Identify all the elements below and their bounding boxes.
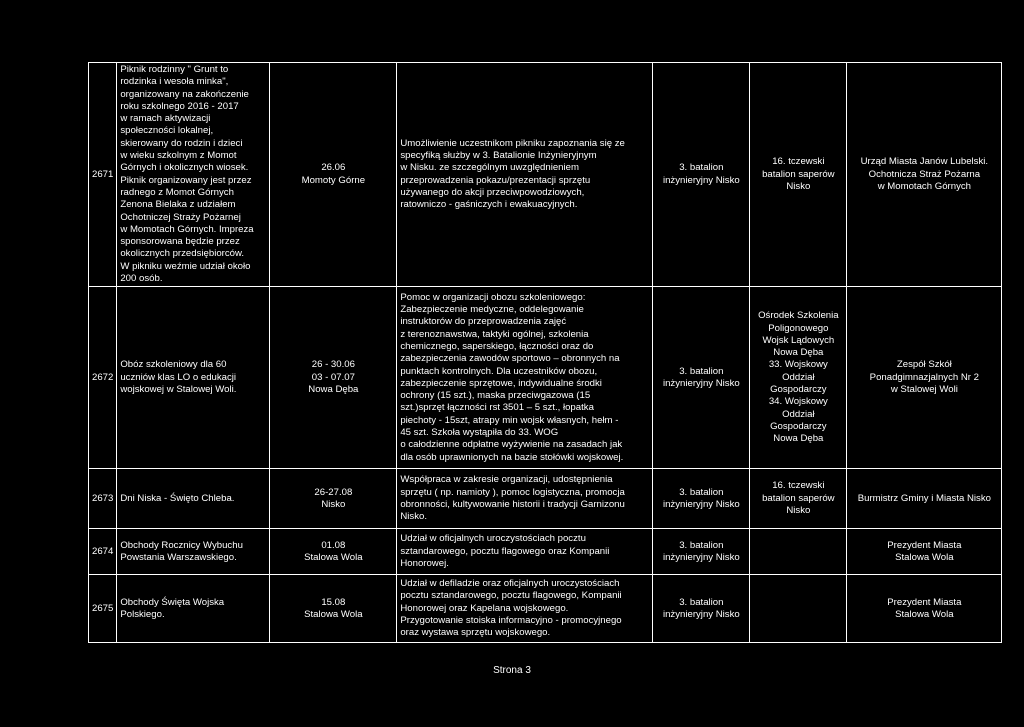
event-scope: Pomoc w organizacji obozu szkoleniowego: Zabezpieczenie medyczne, oddelegowanie instruktorów do przeprowadzenia zajęć z terenoznawstwa, taktyki ogólnej, szkolenia chemicznego, saperskiego, łączności oraz do zabezpieczenia zawodów sportowo – obronnych na punktach kontrolnych. Dla uczestników obozu, zabezpieczenie sprzętowe, indywidualne środki ochrony (15 szt.), maska przeciwgazowa (15 szt.)sprzęt łączności rst 3501 – 5 szt., łopatka piechoty - 15szt, atrapy min wojsk własnych, hełm - 45 szt. Szkoła wystąpiła do 33. WOG o całodzienne odpłatne wyżywienie na zasadach jak dla osób uprawnionych na bazie stołówki wojskowej. bbox=[397, 287, 653, 469]
event-executor: 3. batalion inżynieryjny Nisko bbox=[653, 575, 750, 643]
event-organizer: Prezydent Miasta Stalowa Wola bbox=[847, 575, 1002, 643]
event-organizer: Zespół Szkół Ponadgimnazjalnych Nr 2 w Stalowej Woli bbox=[847, 287, 1002, 469]
row-number: 2675 bbox=[89, 575, 117, 643]
event-support: 16. tczewski batalion saperów Nisko bbox=[750, 63, 847, 287]
row-number: 2672 bbox=[89, 287, 117, 469]
event-executor: 3. batalion inżynieryjny Nisko bbox=[653, 469, 750, 529]
event-date-place: 01.08 Stalowa Wola bbox=[270, 529, 397, 575]
event-support bbox=[750, 529, 847, 575]
event-date-place: 26.06 Momoty Górne bbox=[270, 63, 397, 287]
table-row bbox=[89, 63, 1002, 287]
table-row bbox=[89, 529, 1002, 575]
event-name: Obóz szkoleniowy dla 60 uczniów klas LO o edukacji wojskowej w Stalowej Woli. bbox=[117, 287, 270, 469]
page-footer: Strona 3 bbox=[493, 665, 531, 676]
event-organizer: Prezydent Miasta Stalowa Wola bbox=[847, 529, 1002, 575]
event-executor: 3. batalion inżynieryjny Nisko bbox=[653, 287, 750, 469]
event-executor: 3. batalion inżynieryjny Nisko bbox=[653, 529, 750, 575]
table-row bbox=[89, 469, 1002, 529]
event-scope: Udział w defiladzie oraz oficjalnych uroczystościach pocztu sztandarowego, pocztu flagowego, Kompanii Honorowej oraz Kapelana wojskowego. Przygotowanie stoiska informacyjno - promocyjnego oraz wystawa sprzętu wojskowego. bbox=[397, 575, 653, 643]
table-row bbox=[89, 287, 1002, 469]
event-scope: Współpraca w zakresie organizacji, udostępnienia sprzętu ( np. namioty ), pomoc logistyczna, promocja obronności, kultywowanie historii i tradycji Garnizonu Nisko. bbox=[397, 469, 653, 529]
row-number: 2671 bbox=[89, 63, 117, 287]
event-date-place: 26-27.08 Nisko bbox=[270, 469, 397, 529]
event-support: Ośrodek Szkolenia Poligonowego Wojsk Lądowych Nowa Dęba 33. Wojskowy Oddział Gospodarczy 34. Wojskowy Oddział Gospodarczy Nowa Dęba bbox=[750, 287, 847, 469]
table-row bbox=[89, 575, 1002, 643]
event-executor: 3. batalion inżynieryjny Nisko bbox=[653, 63, 750, 287]
row-number: 2674 bbox=[89, 529, 117, 575]
row-number: 2673 bbox=[89, 469, 117, 529]
event-name: Obchody Rocznicy Wybuchu Powstania Warszawskiego. bbox=[117, 529, 270, 575]
event-organizer: Burmistrz Gminy i Miasta Nisko bbox=[847, 469, 1002, 529]
event-date-place: 26 - 30.06 03 - 07.07 Nowa Dęba bbox=[270, 287, 397, 469]
event-scope: Udział w oficjalnych uroczystościach pocztu sztandarowego, pocztu flagowego oraz Kompanii Honorowej. bbox=[397, 529, 653, 575]
event-scope: Umożliwienie uczestnikom pikniku zapoznania się ze specyfiką służby w 3. Batalionie Inżynieryjnym w Nisku. ze szczególnym uwzględnieniem przeprowadzenia pokazu/prezentacji sprzętu używanego do akcji przeciwpowodziowych, ratowniczo - gaśniczych i ewakuacyjnych. bbox=[397, 63, 653, 287]
event-organizer: Urząd Miasta Janów Lubelski. Ochotnicza Straż Pożarna w Momotach Górnych bbox=[847, 63, 1002, 287]
event-name: Obchody Święta Wojska Polskiego. bbox=[117, 575, 270, 643]
events-table bbox=[88, 62, 1002, 643]
event-support: 16. tczewski batalion saperów Nisko bbox=[750, 469, 847, 529]
event-name: Dni Niska - Święto Chleba. bbox=[117, 469, 270, 529]
event-name: Piknik rodzinny " Grunt to rodzinka i wesoła minka", organizowany na zakończenie roku szkolnego 2016 - 2017 w ramach aktywizacji społeczności lokalnej, skierowany do rodzin i dzieci w wieku szkolnym z Momot Górnych i okolicznych wiosek. Piknik organizowany jest przez radnego z Momot Górnych Zenona Bielaka z udziałem Ochotniczej Straży Pożarnej w Momotach Górnych. Impreza sponsorowana będzie przez okolicznych przedsiębiorców. W pikniku weźmie udział około 200 osób. bbox=[117, 63, 270, 287]
event-date-place: 15.08 Stalowa Wola bbox=[270, 575, 397, 643]
event-support bbox=[750, 575, 847, 643]
